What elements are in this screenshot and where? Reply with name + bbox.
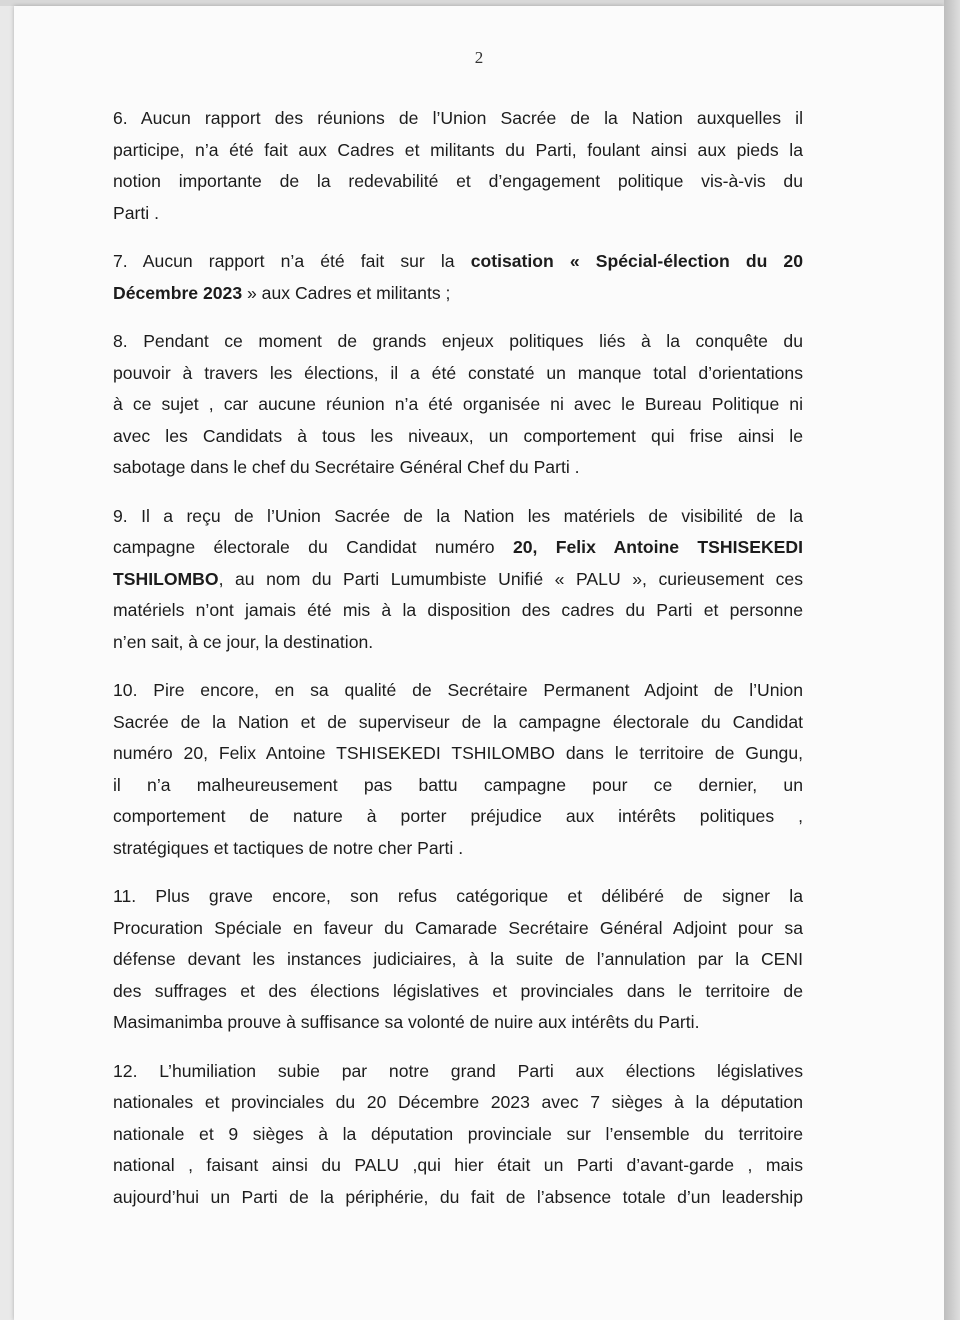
text-line: 11. Plus grave encore, son refus catégorique et délibéré de signer la — [113, 886, 803, 906]
text-line: comportement de nature à porter préjudice aux intérêts politiques , — [113, 806, 803, 826]
text-line — [113, 278, 803, 310]
page-number: 2 — [474, 48, 484, 67]
text-line: nationale et 9 sièges à la députation provinciale sur l’ensemble du territoire — [113, 1123, 803, 1144]
text-line: numéro 20, Felix Antoine TSHISEKEDI TSHILOMBO dans le territoire de Gungu, — [113, 743, 803, 763]
text-line: 9. Il a reçu de l’Union Sacrée de la Nation les matériels de visibilité de la — [113, 505, 803, 526]
paragraph-8 — [113, 326, 803, 484]
paragraph-6 — [113, 103, 803, 229]
text-line — [113, 246, 803, 278]
text-line: 12. L’humiliation subie par notre grand Parti aux élections législatives — [113, 1060, 803, 1081]
text-line: national , faisant ainsi du PALU ,qui hier était un Parti d’avant-garde , mais — [113, 1155, 803, 1175]
text-line: n’en sait, à ce jour, la destination. — [113, 631, 374, 652]
text-line: défense devant les instances judiciaires, à la suite de l’annulation par la CENI — [113, 949, 803, 969]
text-line: nationales et provinciales du 20 Décembre 2023 avec 7 sièges à la députation — [113, 1092, 803, 1112]
document-body — [113, 103, 803, 1230]
text-line: Parti . — [113, 202, 159, 223]
document-page — [14, 6, 944, 1320]
text-line: Masimanimba prouve à suffisance sa volonté de nuire aux intérêts du Parti. — [113, 1012, 700, 1032]
text-line: notion importante de la redevabilité et d’engagement politique vis-à-vis du — [113, 171, 803, 191]
paragraph-12 — [113, 1056, 803, 1214]
bold-text: TSHILOMBO — [113, 568, 219, 589]
text-span: campagne électorale du Candidat numéro — [113, 537, 513, 557]
text-line: matériels n’ont jamais été mis à la disposition des cadres du Parti et personne — [113, 600, 803, 620]
paragraph-11 — [113, 881, 803, 1039]
text-span: , au nom du Parti Lumumbiste Unifié « PALU », curieusement ces — [218, 568, 803, 589]
text-line: stratégiques et tactiques de notre cher Parti . — [113, 837, 464, 858]
text-line: participe, n’a été fait aux Cadres et militants du Parti, foulant ainsi aux pieds la — [113, 139, 803, 160]
text-span: » aux Cadres et militants ; — [242, 282, 451, 303]
text-line: 6. Aucun rapport des réunions de l’Union Sacrée de la Nation auxquelles il — [113, 108, 803, 128]
text-line: Procuration Spéciale en faveur du Camarade Secrétaire Général Adjoint pour sa — [113, 917, 803, 938]
paragraph-10 — [113, 675, 803, 864]
text-line: des suffrages et des élections législatives et provinciales dans le territoire de — [113, 980, 803, 1001]
text-span: 7. Aucun rapport n’a été fait sur la — [113, 251, 471, 271]
text-line: Sacrée de la Nation et de superviseur de la campagne électorale du Candidat — [113, 711, 803, 732]
photo-frame-right-edge — [944, 0, 960, 1320]
text-line: pouvoir à travers les élections, il a été constaté un manque total d’orientations — [113, 362, 803, 383]
text-line: sabotage dans le chef du Secrétaire Général Chef du Parti . — [113, 457, 580, 477]
paragraph-9 — [113, 501, 803, 659]
text-line: 8. Pendant ce moment de grands enjeux politiques liés à la conquête du — [113, 331, 803, 351]
bold-text: cotisation « Spécial-élection du 20 — [470, 251, 803, 271]
text-line: à ce sujet , car aucune réunion n’a été organisée ni avec le Bureau Politique ni — [113, 394, 803, 414]
text-line — [113, 564, 803, 596]
paragraph-7 — [113, 246, 803, 309]
text-line: aujourd’hui un Parti de la périphérie, du fait de l’absence totale d’un leadership — [113, 1186, 803, 1207]
text-line: 10. Pire encore, en sa qualité de Secrétaire Permanent Adjoint de l’Union — [113, 680, 803, 700]
bold-text: 20, Felix Antoine TSHISEKEDI — [512, 537, 803, 557]
text-line: avec les Candidats à tous les niveaux, un comportement qui frise ainsi le — [113, 425, 803, 446]
text-line: il n’a malheureusement pas battu campagne pour ce dernier, un — [113, 774, 803, 795]
bold-text: Décembre 2023 — [113, 282, 243, 303]
text-line — [113, 532, 803, 564]
